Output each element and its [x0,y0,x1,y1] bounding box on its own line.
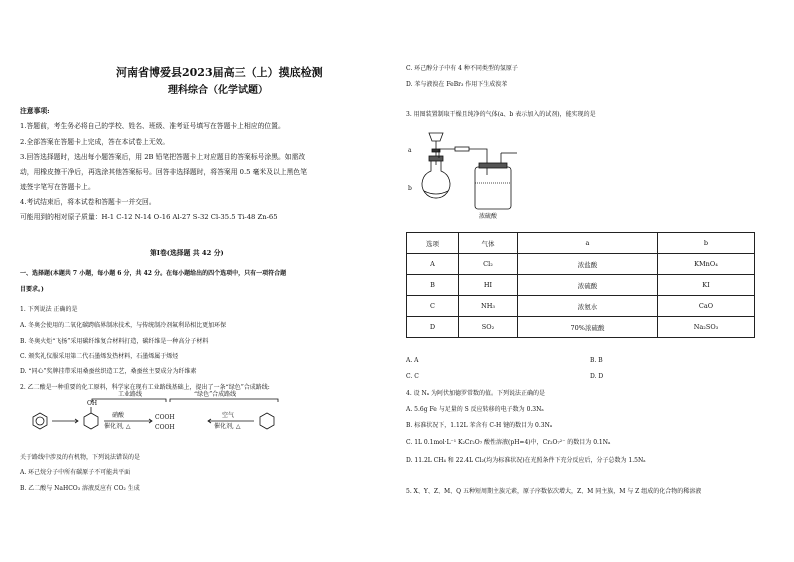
table-row [407,296,755,317]
table-cell: Na₂SO₃ [658,317,755,338]
question-4-stem: 4. 设 Nₐ 为阿伏加德罗常数的值。下列说法正确的是 [406,390,546,397]
cyclohexane-structure [260,413,274,429]
section-intro: 目要求。) [20,286,44,293]
table-header-row [407,233,755,254]
step2-condition: 催化剂, △ [214,423,241,430]
route-industrial-label: 工业路线 [118,391,143,398]
table-header-cell: b [658,233,755,254]
notes-item: 动，用橡皮擦干净后，再选涂其他答案标号。回答非选择题时，将答案用 0.5 毫米及以上黑色笔 [20,168,308,176]
section-intro: 一、选择题(本题共 7 小题，每小题 6 分，共 42 分。在每小题给出的四个选项中，只有一项符合题 [20,270,287,277]
notes-heading: 注意事项: [20,107,50,115]
table-cell: HI [459,275,518,296]
notes-item: 2.全部答案在答题卡上完成，答在本试卷上无效。 [20,138,170,146]
question-2-question: 关于路线中涉及的有机物，下列说法错误的是 [20,454,141,461]
step1-condition: 催化剂, △ [104,423,131,430]
question-1-option-a: A. 冬奥会使用的二氧化碳跨临界制冰技术，与传统制冷剂氟利昂相比更加环保 [20,322,227,329]
table-row [407,254,755,275]
notes-item: 4.考试结束后，将本试卷和答题卡一并交回。 [20,198,156,206]
question-2-stem: 2. 乙二酸是一种重要的化工原料，科学家在现有工业路线基础上，提出了一条“绿色”合成路线: [20,384,270,391]
question-3-answer-d: D. D [590,373,604,380]
table-cell: B [407,275,459,296]
table-cell: 70%浓硫酸 [518,317,658,338]
table-header-cell: 气体 [459,233,518,254]
question-4-option-d: D. 11.2L CH₄ 和 22.4L Cl₂(均为标准状况)在光照条件下充分反应后，分子总数为 1.5Nₐ [406,457,646,464]
wash-bottle [475,153,517,209]
table-cell: CaO [658,296,755,317]
table-cell: 浓盐酸 [518,254,658,275]
table-row [407,275,755,296]
product-cooh: COOH [155,414,175,421]
notes-item: 3.回答选择题时，选出每小题答案后，用 2B 铅笔把答题卡上对应题目的答案标号涂黑。如需改 [20,153,306,161]
table-row [407,317,755,338]
cyclohexanol-structure [84,407,98,429]
route-green-label: “绿色”合成路线 [194,391,237,398]
options-table [406,232,755,338]
question-3-answer-c: C. C [406,373,419,380]
table-cell: SO₂ [459,317,518,338]
table-cell: KI [658,275,755,296]
apparatus-diagram [405,125,555,215]
table-cell: D [407,317,459,338]
reagent-a-label: a [408,147,412,154]
benzene-structure [33,413,47,429]
question-3-stem: 3. 用图装置制取干燥且纯净的气体(a、b 表示加入的试剂)，能实现的是 [406,111,596,118]
question-2-option-b: B. 乙二酸与 NaHCO₃ 溶液反应有 CO₂ 生成 [20,485,140,492]
question-4-option-b: B. 标准状况下，1.12L 苯含有 C-H 键的数目为 0.3Nₐ [406,422,553,429]
table-cell: KMnO₄ [658,254,755,275]
table-header-cell: a [518,233,658,254]
question-2-option-a: A. 环己烷分子中所有碳原子不可能共平面 [20,469,131,476]
question-2-option-c: C. 环己醇分子中有 4 种不同类型的氢原子 [406,65,518,72]
right-column [397,0,794,562]
atomic-masses: 可能用到的相对原子质量：H-1 C-12 N-14 O-16 Al-27 S-32 Cl-35.5 Ti-48 Zn-65 [20,213,278,221]
question-1-option-b: B. 冬奥火炬“飞扬”采用碳纤维复合材料打造，碳纤维是一种高分子材料 [20,338,209,345]
page-subtitle: 理科综合（化学试题） [168,85,268,96]
section-title: 第Ⅰ卷(选择题 共 42 分) [150,249,224,257]
hydroxyl-label: OH [87,400,98,407]
table-cell: Cl₂ [459,254,518,275]
notes-item: 迹签字笔写在答题卡上。 [20,183,95,191]
table-cell: 浓氨水 [518,296,658,317]
question-2-option-d: D. 苯与液溴在 FeBr₃ 作用下生成溴苯 [406,81,508,88]
table-cell: A [407,254,459,275]
question-1-option-c: C. 颁奖礼仪服采用第二代石墨烯发热材料，石墨烯属于烯烃 [20,353,179,360]
table-cell: C [407,296,459,317]
question-3-answer-b: B. B [590,357,603,364]
question-5-stem: 5. X、Y、Z、M、Q 五种短周期主族元素，原子序数依次增大，Z、M 同主族，M 与 Z 组成的化合物的稀溶液 [406,488,702,495]
question-1-stem: 1. 下列说法 正确的是 [20,306,78,313]
step1-reagent: 硝酸 [112,412,125,419]
question-3-answer-a: A. A [406,357,419,364]
table-header-cell: 选项 [407,233,459,254]
question-4-option-c: C. 1L 0.1mol·L⁻¹ K₂Cr₂O₇ 酸性溶液(pH=4)中，Cr₂O₇²⁻ 的数目为 0.1Nₐ [406,439,611,446]
question-1-option-d: D. “同心”奖牌挂带采用桑蚕丝织造工艺，桑蚕丝主要成分为纤维素 [20,368,197,375]
question-4-option-a: A. 5.6g Fe 与足量的 S 反应转移的电子数为 0.3Nₐ [406,406,544,413]
reagent-b-label: b [408,185,412,192]
table-cell: NH₃ [459,296,518,317]
step2-reagent: 空气 [222,412,235,419]
concentrated-acid-label: 浓硫酸 [479,213,498,220]
notes-item: 1.答题前，考生务必将自己的学校、姓名、班级、准考证号填写在答题卡上相应的位置。 [20,122,285,130]
table-cell: 浓硫酸 [518,275,658,296]
product-cooh: COOH [155,424,175,431]
page-title: 河南省博爱县2023届高三（上）摸底检测 [116,66,323,79]
